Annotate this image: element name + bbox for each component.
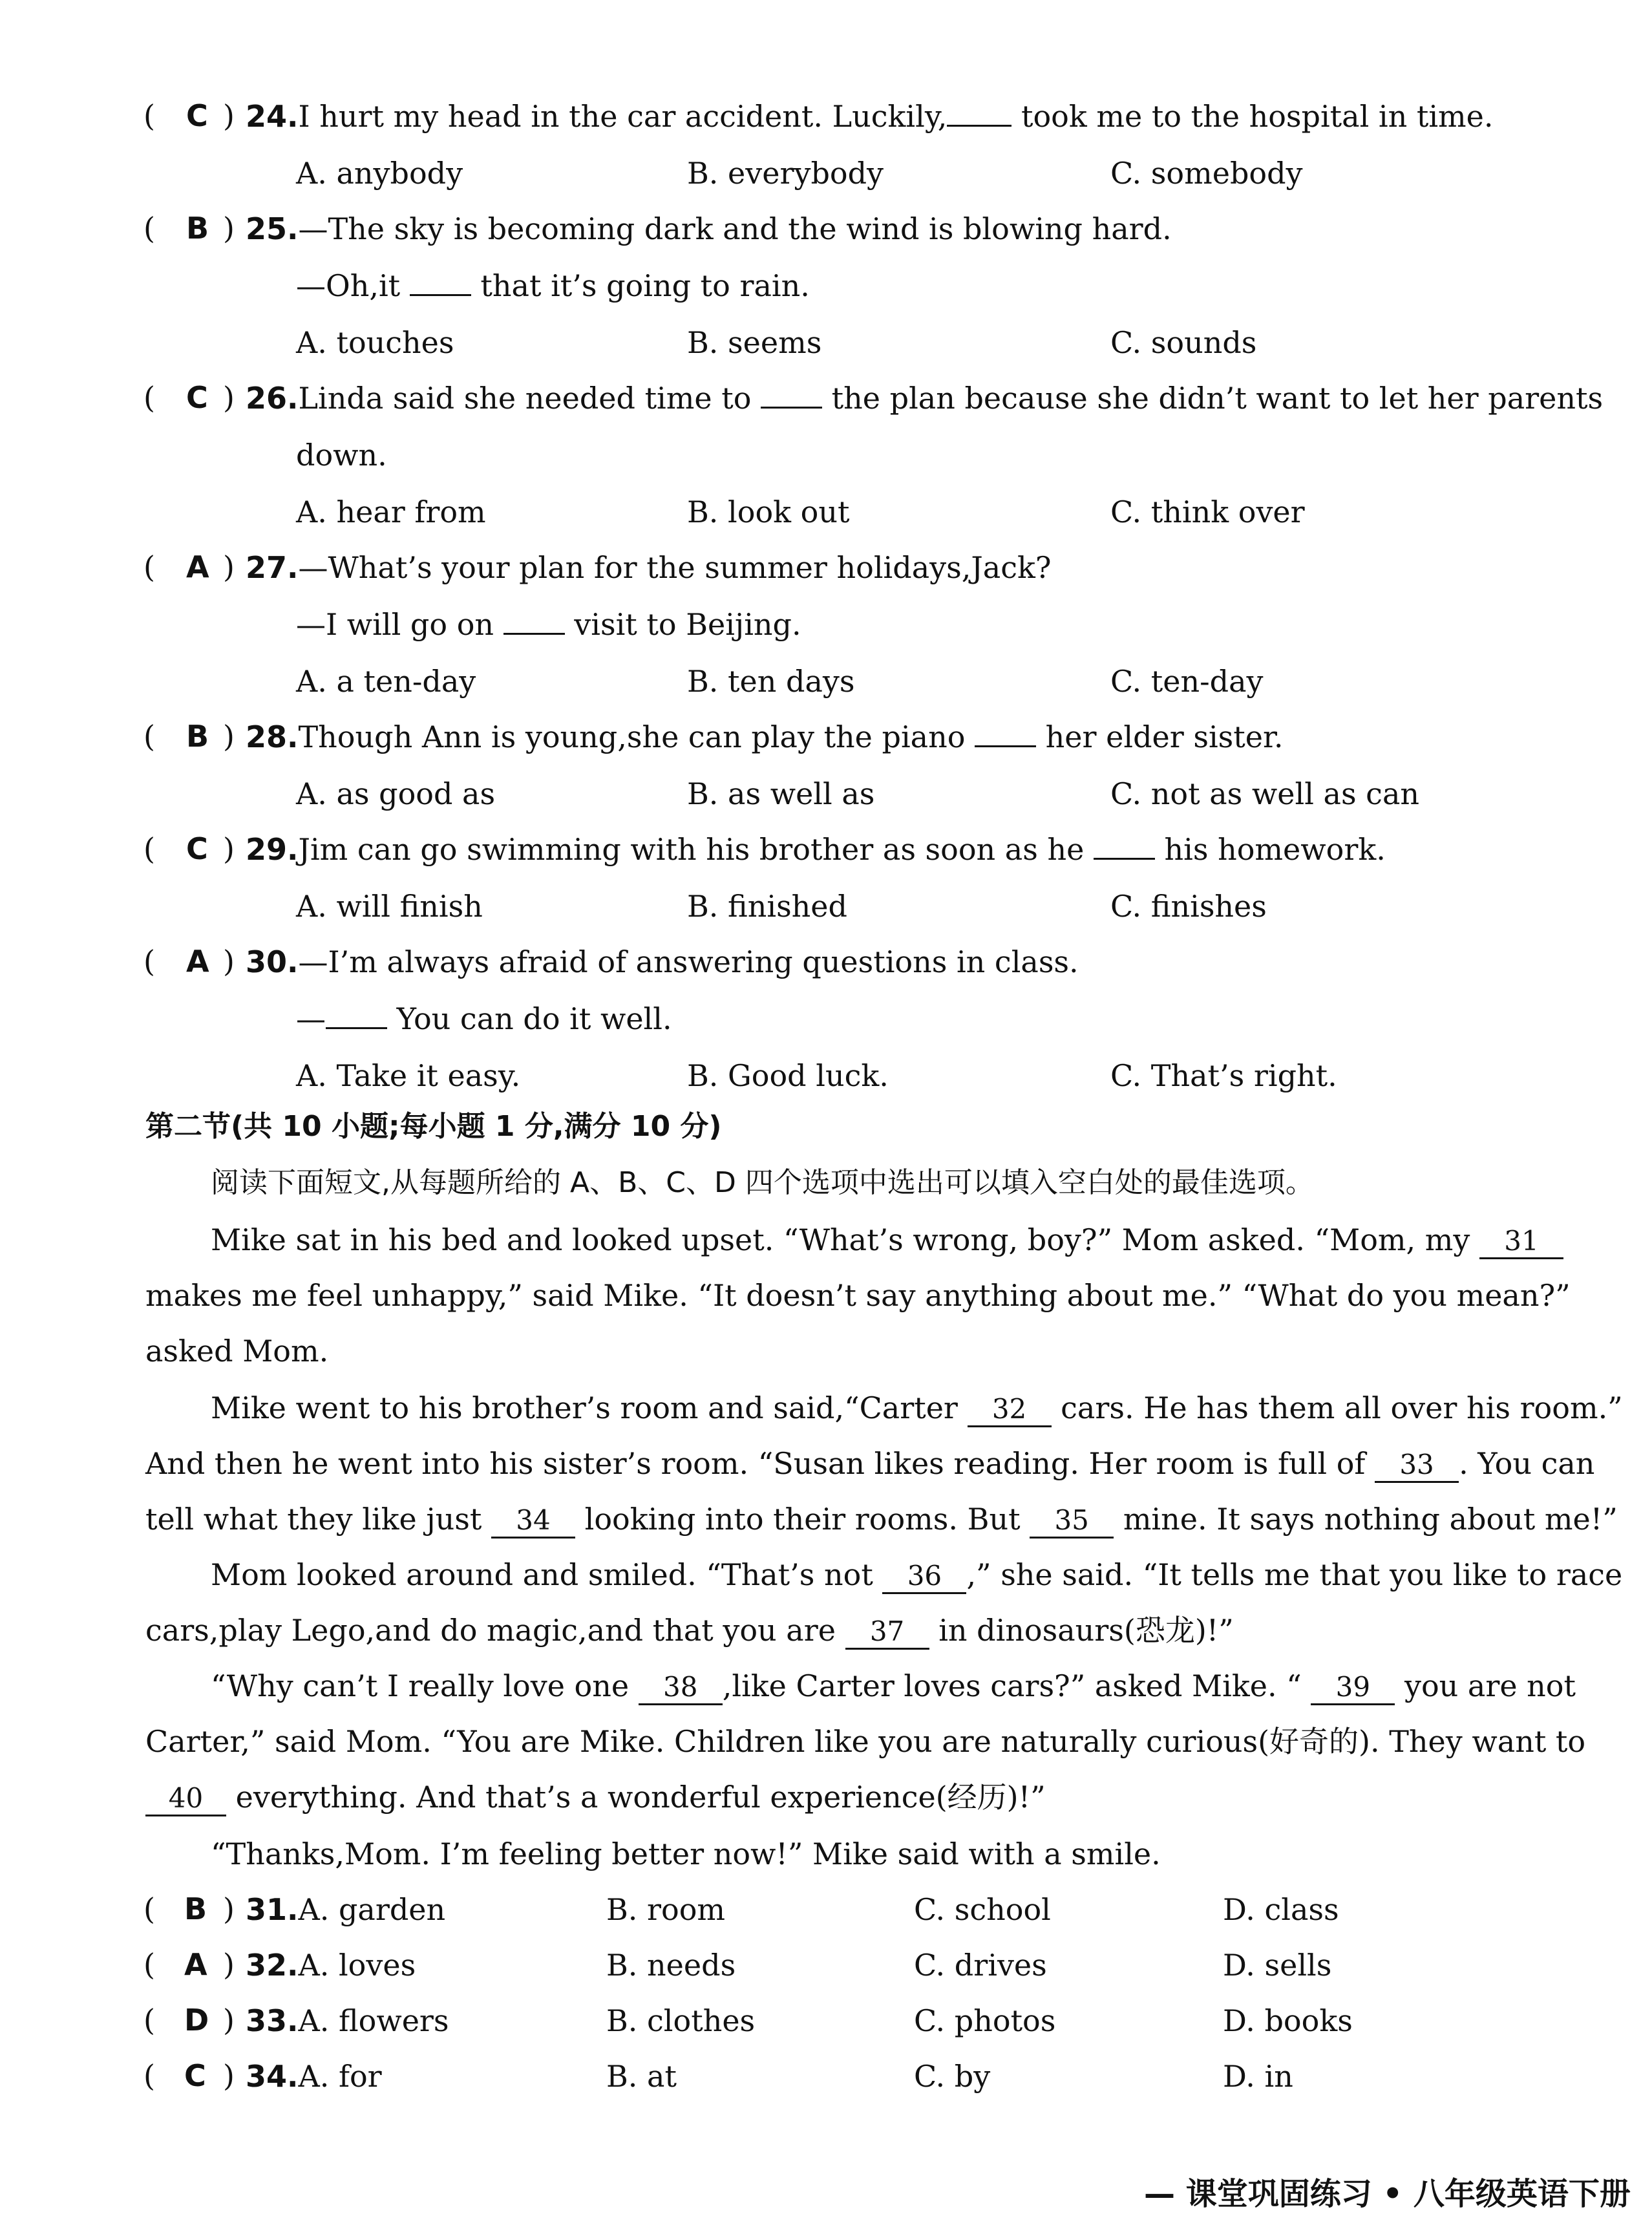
option-a: A. hear from	[296, 495, 486, 529]
question-stem-line2: —I will go on visit to Beijing.	[296, 607, 801, 642]
passage-line: asked Mom.	[145, 1334, 329, 1368]
option-c: C. photos	[914, 2003, 1056, 2038]
question-number: 24.	[246, 99, 299, 134]
answer-letter: B	[184, 1891, 207, 1926]
blank-35: 35	[1030, 1504, 1114, 1539]
passage-line: Carter,” said Mom. “You are Mike. Children like you are naturally curious(好奇的). They want to	[145, 1724, 1586, 1759]
passage-line: And then he went into his sister’s room. “Susan likes reading. Her room is full of 33 . You can	[145, 1444, 1594, 1483]
question-stem-line2: — You can do it well.	[296, 1001, 672, 1036]
option-c: C. That’s right.	[1110, 1058, 1337, 1093]
option-b: B. room	[606, 1892, 726, 1927]
blank-40: 40	[145, 1782, 226, 1816]
question-stem: 26.Linda said she needed time to the plan because she didn’t want to let her parents	[246, 381, 1604, 416]
option-b: B. finished	[687, 889, 847, 924]
blank-32: 32	[968, 1393, 1052, 1427]
passage-line: Mike sat in his bed and looked upset. “What’s wrong, boy?” Mom asked. “Mom, my 31	[211, 1220, 1563, 1259]
question-stem: 25.—The sky is becoming dark and the wind is blowing hard.	[246, 211, 1172, 246]
answer-letter: A	[186, 944, 209, 979]
page-footer: — 课堂巩固练习 • 八年级英语下册	[1144, 2176, 1631, 2212]
option-c: C. drives	[914, 1948, 1047, 1983]
answer-letter: C	[186, 380, 208, 415]
section-instruction: 阅读下面短文,从每题所给的 A、B、C、D 四个选项中选出可以填入空白处的最佳选项。	[211, 1166, 1314, 1199]
answer-blank	[975, 745, 1036, 747]
answer-letter: B	[186, 719, 209, 754]
option-b: B. clothes	[606, 2003, 756, 2038]
question-stem: 27.—What’s your plan for the summer holidays,Jack?	[246, 550, 1052, 585]
question-stem-line2: down.	[296, 438, 387, 473]
blank-34: 34	[491, 1504, 575, 1539]
option-d: D. books	[1223, 2003, 1353, 2038]
passage-line: Mom looked around and smiled. “That’s not 36 ,” she said. “It tells me that you like to race	[211, 1555, 1622, 1594]
blank-31: 31	[1479, 1225, 1563, 1259]
answer-blank	[503, 633, 565, 635]
answer-letter: B	[186, 211, 209, 246]
passage-line: 40 everything. And that’s a wonderful experience(经历)!”	[145, 1778, 1046, 1816]
passage-line: “Why can’t I really love one 38 ,like Carter loves cars?” asked Mike. “ 39 you are not	[211, 1666, 1576, 1705]
passage-line: cars,play Lego,and do magic,and that you are 37 in dinosaurs(恐龙)!”	[145, 1611, 1234, 1650]
passage-line: “Thanks,Mom. I’m feeling better now!” Mike said with a smile.	[211, 1837, 1161, 1871]
option-a: 34.A. for	[246, 2059, 382, 2094]
question-stem: 30.—I’m always afraid of answering questions in class.	[246, 944, 1079, 979]
answer-blank	[326, 1027, 387, 1029]
question-stem-line2: —Oh,it that it’s going to rain.	[296, 268, 810, 303]
blank-33: 33	[1375, 1449, 1459, 1483]
option-c: C. not as well as can	[1110, 776, 1419, 811]
blank-36: 36	[882, 1560, 966, 1594]
option-b: B. needs	[606, 1948, 736, 1983]
option-a: A. Take it easy.	[296, 1058, 521, 1093]
option-b: B. seems	[687, 325, 822, 360]
section-heading: 第二节(共 10 小题;每小题 1 分,满分 10 分)	[145, 1110, 722, 1143]
option-b: B. Good luck.	[687, 1058, 889, 1093]
answer-paren-close: )	[223, 98, 235, 133]
passage-line: makes me feel unhappy,” said Mike. “It doesn’t say anything about me.” “What do you mean?”	[145, 1278, 1571, 1313]
answer-letter: C	[186, 98, 208, 133]
option-a: A. as good as	[296, 776, 496, 811]
answer-letter: D	[184, 2003, 209, 2038]
answer-blank	[761, 407, 822, 409]
question-stem: 28.Though Ann is young,she can play the piano her elder sister.	[246, 719, 1284, 754]
option-d: D. in	[1223, 2059, 1293, 2094]
option-c: C. ten-day	[1110, 664, 1264, 699]
question-stem: 24.I hurt my head in the car accident. Luckily, took me to the hospital in time.	[246, 99, 1494, 134]
option-b: B. at	[606, 2059, 677, 2094]
answer-letter: A	[186, 549, 209, 584]
option-a: 32.A. loves	[246, 1948, 416, 1983]
option-b: B. look out	[687, 495, 850, 529]
option-c: C. think over	[1110, 495, 1305, 529]
option-b: B. everybody	[687, 156, 884, 191]
question-stem: 29.Jim can go swimming with his brother as soon as he his homework.	[246, 832, 1386, 867]
answer-blank	[410, 294, 471, 296]
blank-38: 38	[639, 1671, 723, 1705]
option-a: 33.A. flowers	[246, 2003, 449, 2038]
option-b: B. ten days	[687, 664, 855, 699]
answer-blank	[1094, 858, 1155, 860]
option-a: A. will finish	[296, 889, 483, 924]
option-c: C. finishes	[1110, 889, 1267, 924]
answer-paren-open: (	[143, 98, 155, 133]
option-d: D. class	[1223, 1892, 1339, 1927]
option-a: A. touches	[296, 325, 454, 360]
option-a: A. a ten-day	[296, 664, 476, 699]
answer-letter: C	[186, 831, 208, 866]
option-b: B. as well as	[687, 776, 875, 811]
passage-line: tell what they like just 34 looking into their rooms. But 35 mine. It says nothing about me!”	[145, 1500, 1618, 1539]
option-a: 31.A. garden	[246, 1892, 446, 1927]
passage-line: Mike went to his brother’s room and said,“Carter 32 cars. He has them all over his room.”	[211, 1389, 1623, 1427]
option-c: C. somebody	[1110, 156, 1303, 191]
answer-letter: C	[184, 2058, 206, 2093]
blank-37: 37	[845, 1615, 929, 1650]
option-c: C. by	[914, 2059, 991, 2094]
option-a: A. anybody	[296, 156, 463, 191]
answer-blank	[947, 125, 1011, 127]
blank-39: 39	[1311, 1671, 1395, 1705]
answer-letter: A	[184, 1947, 207, 1982]
option-d: D. sells	[1223, 1948, 1332, 1983]
option-c: C. school	[914, 1892, 1051, 1927]
option-c: C. sounds	[1110, 325, 1257, 360]
